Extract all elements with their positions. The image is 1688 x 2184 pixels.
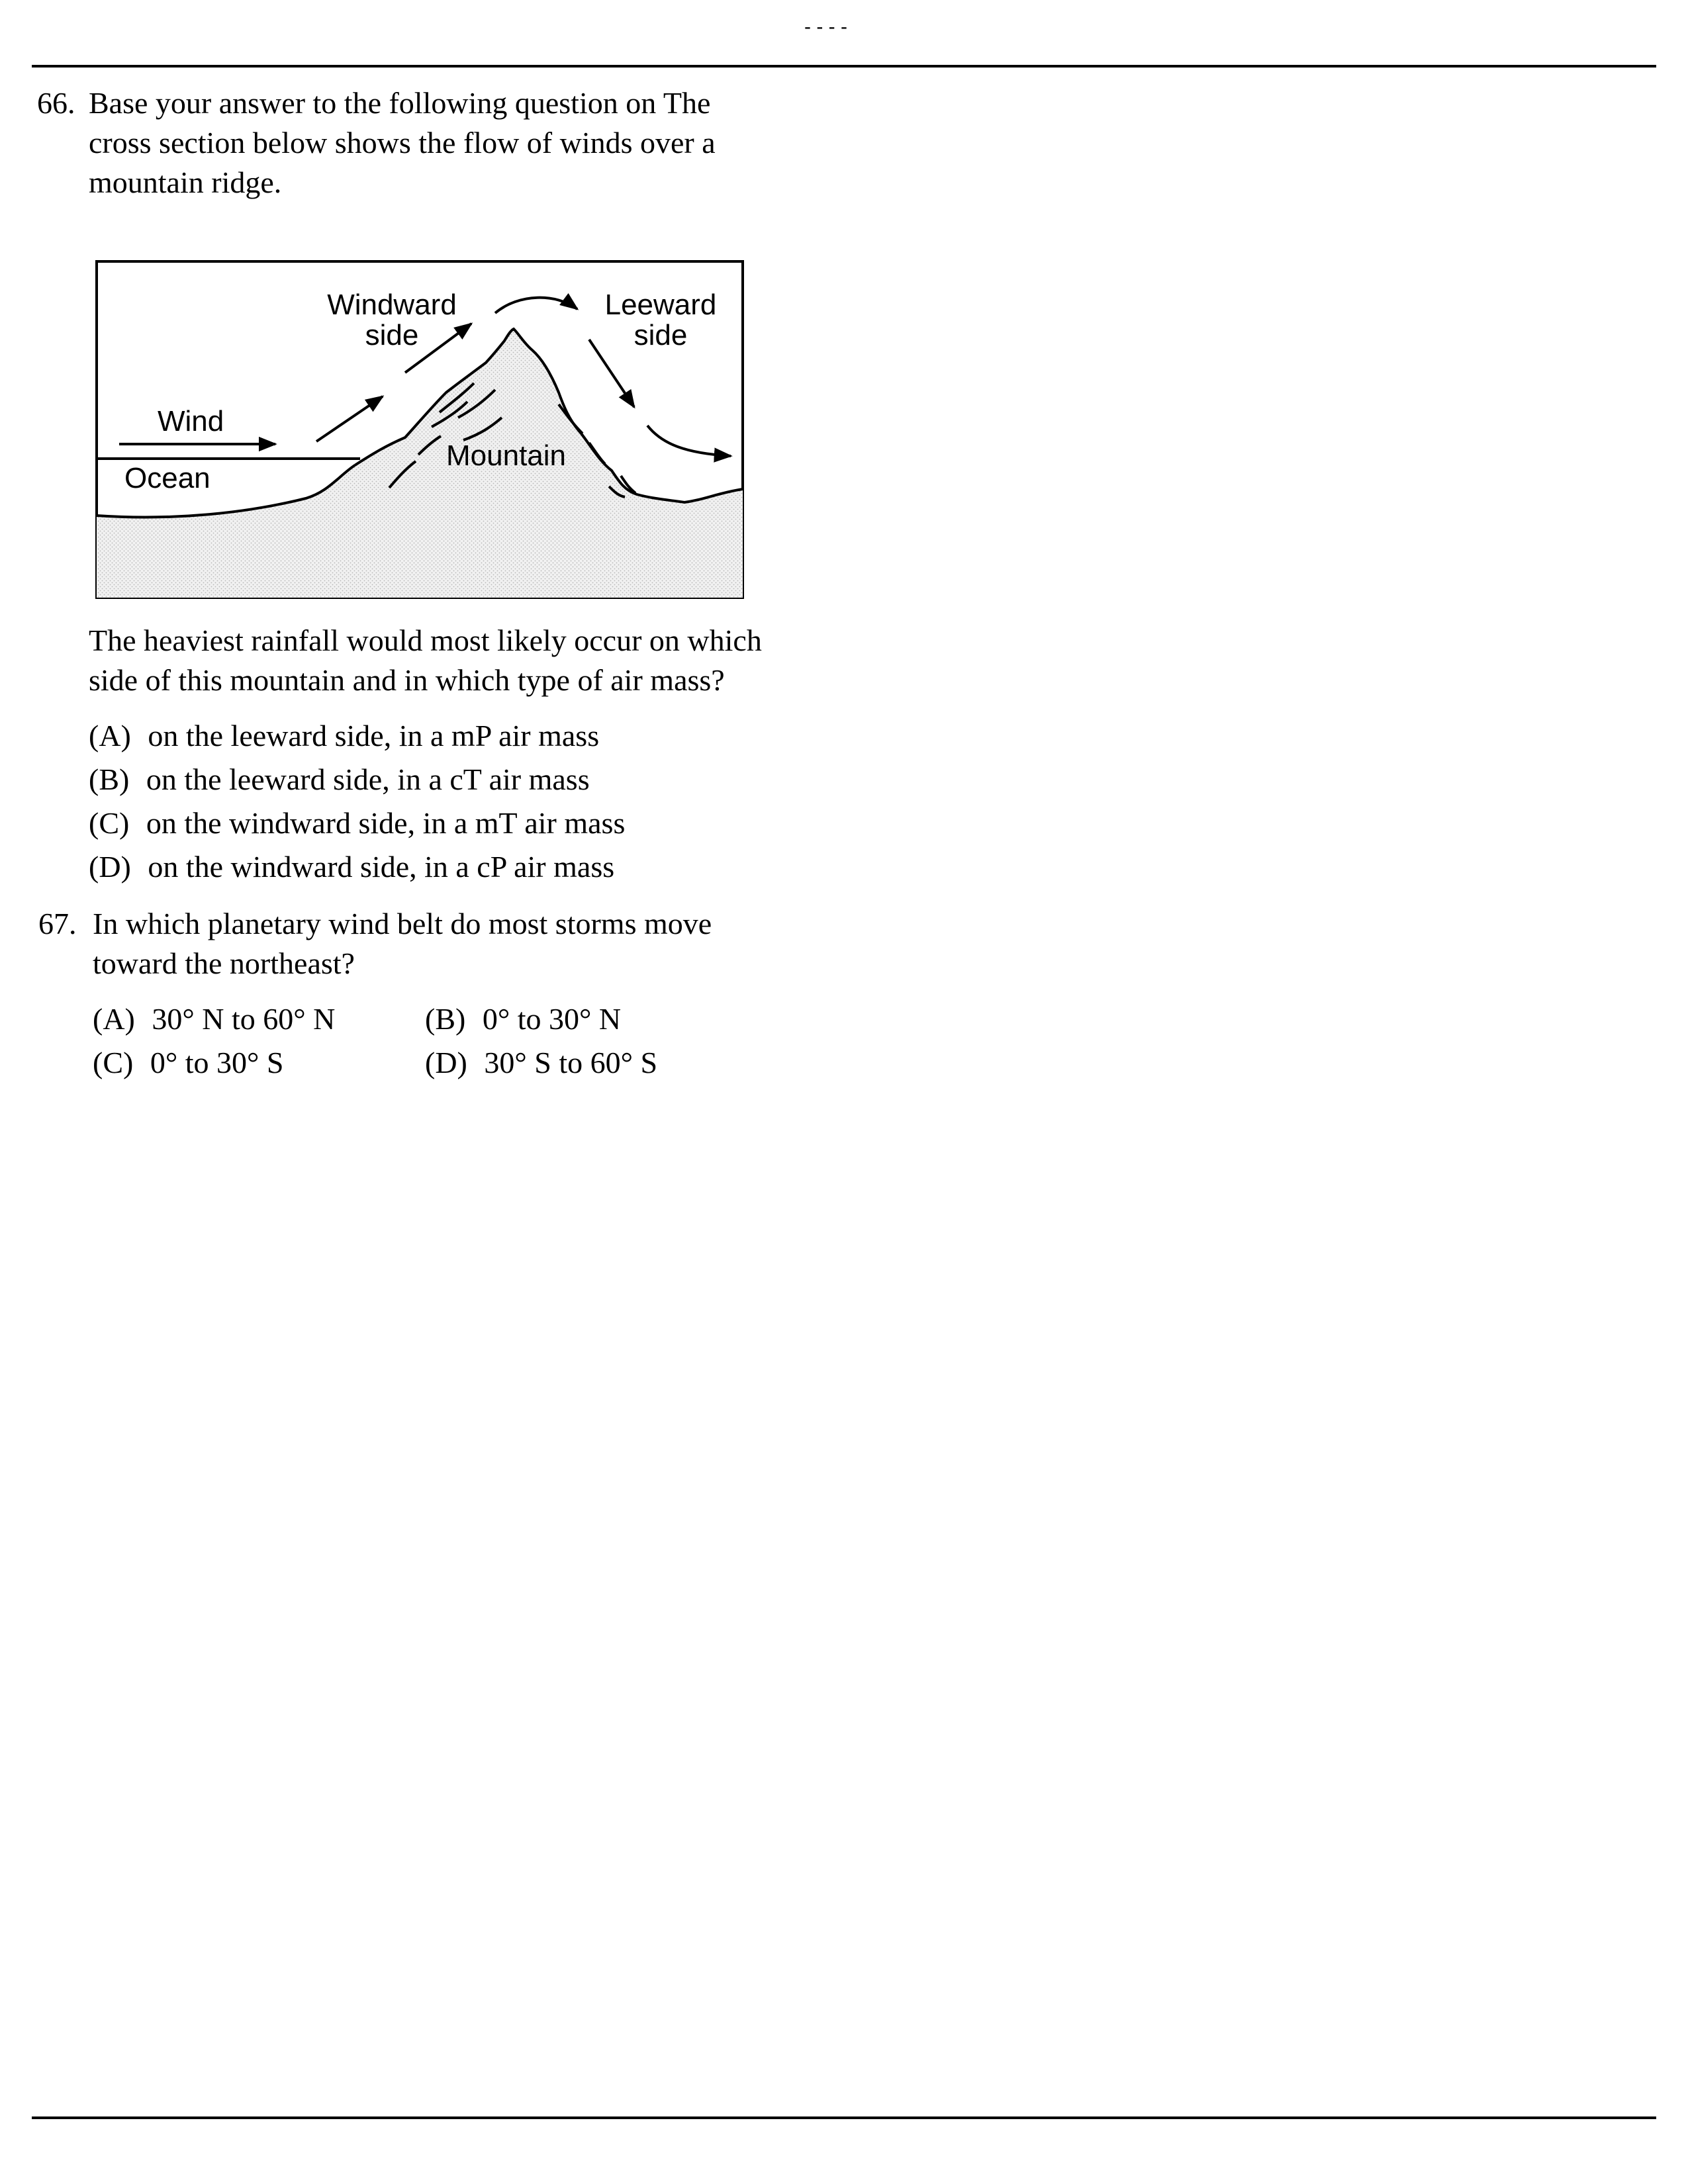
ocean-label: Ocean — [124, 462, 211, 494]
choice-text: on the windward side, in a cP air mass — [148, 850, 615, 884]
choice-67-a[interactable] — [93, 999, 335, 1039]
mountain-cross-section-diagram — [95, 260, 744, 599]
choice-letter: (C) — [89, 806, 130, 840]
question-67 — [38, 904, 866, 1103]
question-66-prompt-line-2: side of this mountain and in which type of air mass? — [89, 663, 725, 697]
choice-66-b[interactable] — [89, 760, 590, 799]
choice-text: 0° to 30° N — [482, 1002, 622, 1036]
choice-letter: (D) — [89, 850, 131, 884]
leeward-label-line-1: Leeward — [604, 289, 717, 321]
windward-label-line-1: Windward — [327, 289, 457, 321]
choice-text: 30° N to 60° N — [152, 1002, 336, 1036]
choice-text: on the leeward side, in a mP air mass — [148, 719, 600, 752]
choice-67-c[interactable] — [93, 1043, 283, 1083]
choice-text: on the leeward side, in a cT air mass — [146, 762, 590, 796]
choice-text: on the windward side, in a mT air mass — [146, 806, 626, 840]
choice-66-d[interactable] — [89, 847, 614, 887]
question-66-stem-line-2: cross section below shows the flow of winds over a — [89, 126, 716, 159]
choice-text: 0° to 30° S — [150, 1046, 284, 1079]
choice-text: 30° S to 60° S — [484, 1046, 658, 1079]
top-rule — [32, 65, 1656, 68]
page-header-mark: - - - - — [804, 16, 847, 38]
bottom-rule — [32, 2116, 1656, 2119]
choice-66-a[interactable] — [89, 716, 599, 756]
choice-letter: (B) — [89, 762, 130, 796]
choice-letter: (A) — [89, 719, 131, 752]
question-66-prompt-line-1: The heaviest rainfall would most likely occur on which — [89, 623, 762, 657]
wind-label: Wind — [158, 405, 224, 437]
choice-67-d[interactable] — [425, 1043, 657, 1083]
leeward-label-line-2: side — [633, 319, 688, 351]
question-67-number: 67. — [38, 907, 77, 940]
choice-letter: (C) — [93, 1046, 134, 1079]
question-66-stem-line-1: Base your answer to the following question on The — [89, 86, 711, 120]
question-67-stem-line-1: In which planetary wind belt do most storms move — [93, 907, 712, 940]
question-66-number: 66. — [37, 86, 75, 120]
choice-letter: (A) — [93, 1002, 135, 1036]
question-66-stem-line-3: mountain ridge. — [89, 165, 282, 199]
mountain-label: Mountain — [446, 439, 567, 472]
windward-label-line-2: side — [365, 319, 419, 351]
question-67-stem-line-2: toward the northeast? — [93, 946, 355, 980]
choice-67-b[interactable] — [425, 999, 621, 1039]
choice-letter: (B) — [425, 1002, 466, 1036]
choice-66-c[interactable] — [89, 803, 625, 843]
choice-letter: (D) — [425, 1046, 467, 1079]
